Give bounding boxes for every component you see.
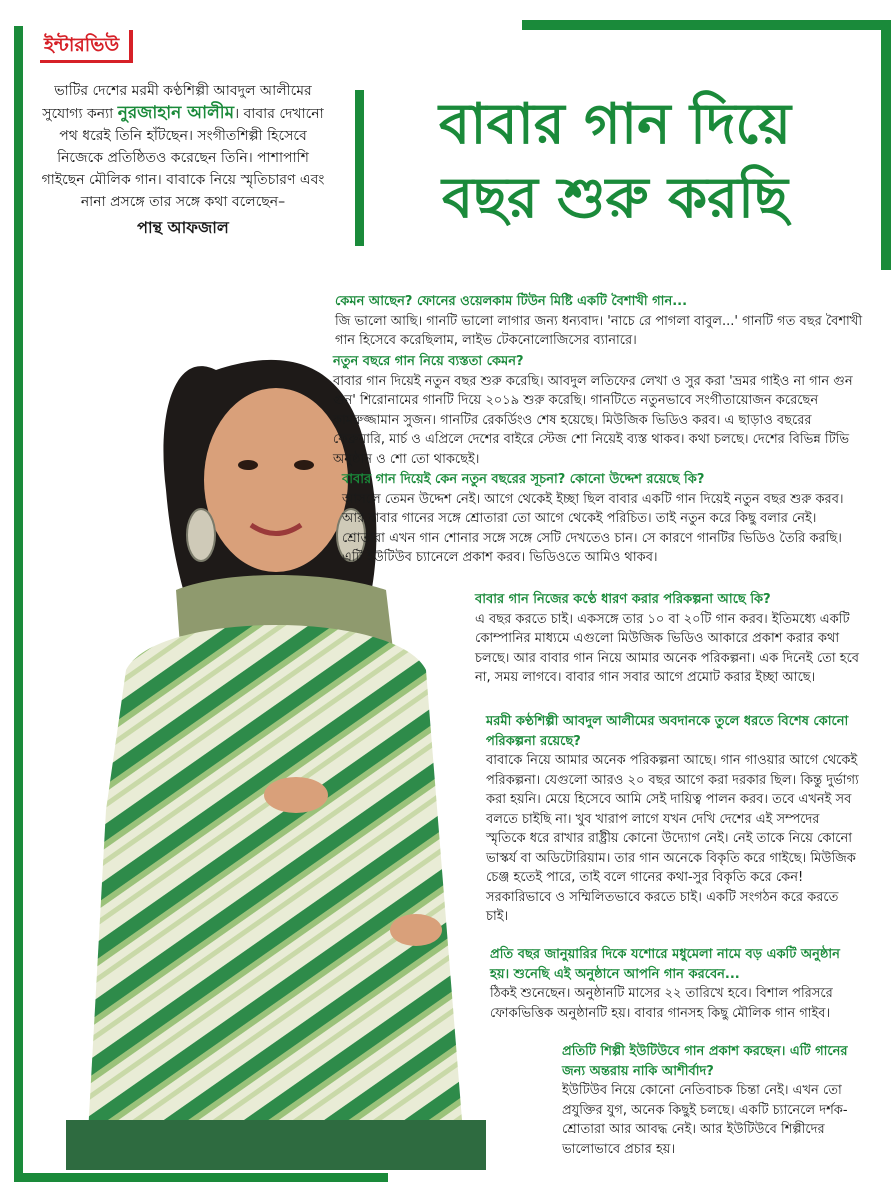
answer-3: আসলে তেমন উদ্দেশ নেই। আগে থেকেই ইচ্ছা ছিল বাবার একটি গান দিয়েই নতুন বছর শুরু করব। আর বাবার গানের সঙ্গে শ্রোতারা তো আগে থেকেই পরিচিত। তাই নতুন করে কিছু বলার নেই। শ্রোতারা এখন গান শোনার সঙ্গে সঙ্গে সেটি দেখতেও চান। সে কারণে গানটির ভিডিও তৈরি করছি। এটি ইউটিউব চ্যানেলে প্রকাশ করব। ভিডিওতে আমিও থাকব।: [342, 491, 844, 565]
answer-1: জি ভালো আছি। গানটি ভালো লাগার জন্য ধন্যবাদ। 'নাচে রে পাগলা বাবুল...' গানটি গত বছর বৈশাখী গান হিসেবে করেছিলাম, লাইভ টেকনোলোজিসের ব্যানারে।: [335, 313, 863, 348]
question-7: প্রতিটি শিল্পী ইউটিউবে গান প্রকাশ করছেন। এটি গানের জন্য অন্তরায় নাকি আশীর্বাদ?: [562, 1044, 848, 1079]
headline: [380, 88, 850, 236]
frame-top-border: [522, 20, 891, 30]
answer-4: এ বছর করতে চাই। একসঙ্গে তার ১০ বা ২০টি গান করব। ইতিমধ্যে একটি কোম্পানির মাধ্যমে এগুলো মিউজিক ভিডিও আকারে প্রকাশ করার কথা চলছে। আর বাবার গান নিয়ে আমার অনেক পরিকল্পনা। এক দিনেই তো হবে না, সময় লাগবে। বাবার গান সবার আগে প্রমোট করার ইচ্ছা আছে।: [475, 611, 860, 685]
question-3: বাবার গান দিয়েই কেন নতুন বছরের সূচনা? কোনো উদ্দেশ রয়েছে কি?: [342, 472, 705, 487]
answer-6: ঠিকই শুনেছেন। অনুষ্ঠানটি মাসের ২২ তারিখে হবে। বিশাল পরিসরে ফোকভিত্তিক অনুষ্ঠানটি হয়। বাবার গানসহ কিছু মৌলিক গান গাইব।: [490, 986, 833, 1021]
qa-block-2: [333, 352, 863, 469]
question-6: প্রতি বছর জানুয়ারির দিকে যশোরে মধুমেলা নামে বড় একটি অনুষ্ঠান হয়। শুনেছি এই অনুষ্ঠানে আপনি গান করবেন...: [490, 947, 840, 982]
question-5: মরমী কণ্ঠশিল্পী আবদুল আলীমের অবদানকে তুলে ধরতে বিশেষ কোনো পরিকল্পনা রয়েছে?: [486, 714, 849, 749]
frame-bottom-border: [14, 1173, 388, 1182]
frame-left-border: [14, 26, 23, 1182]
qa-block-1: [335, 292, 863, 351]
qa-block-3: [342, 470, 862, 568]
intro-text-after: । বাবার দেখানো পথ ধরেই তিনি হাঁটছেন। সংগীতশিল্পী হিসেবে নিজেকে প্রতিষ্ঠিতও করেছেন তিনি। পাশাপাশি গাইছেন মৌলিক গান। বাবাকে নিয়ে স্মৃতিচারণ এবং নানা প্রসঙ্গে তার সঙ্গে কথা বলেছেন–: [41, 106, 325, 210]
intro-paragraph: [38, 80, 328, 239]
question-4: বাবার গান নিজের কণ্ঠে ধারণ করার পরিকল্পনা আছে কি?: [475, 592, 771, 607]
qa-block-4: [475, 590, 862, 688]
intro-text-before: ভাটির দেশের মরমী কণ্ঠশিল্পী আবদুল আলীমের সুযোগ্য কন্যা: [42, 83, 312, 122]
intro-name: নুরজাহান আলীম: [117, 103, 235, 123]
frame-right-border: [881, 20, 891, 270]
section-tag: ইন্টারভিউ: [40, 30, 133, 63]
question-1: কেমন আছেন? ফোনের ওয়েলকাম টিউন মিষ্টি একটি বৈশাখী গান...: [335, 294, 688, 309]
headline-line-2: বছর শুরু করছি: [441, 166, 788, 231]
author-byline: পান্থ আফজাল: [137, 218, 229, 237]
answer-5: বাবাকে নিয়ে আমার অনেক পরিকল্পনা আছে। গান গাওয়ার আগে থেকেই পরিকল্পনা। যেগুলো আরও ২০ বছর আগে করা দরকার ছিল। কিন্তু দুর্ভাগ্য করা হয়নি। মেয়ে হিসেবে আমি সেই দায়িত্ব পালন করব। তবে এখনই সব বলতে চাইছি না। খুব খারাপ লাগে যখন দেখি দেশের এই সম্পদের স্মৃতিকে ধরে রাখার রাষ্ট্রীয় কোনো উদ্যোগ নেই। নেই তাকে নিয়ে কোনো ভাস্কর্য বা অডিটোরিয়াম। তার গান অনেকে বিকৃতি করে গাইছে। মিউজিক চেঞ্জ হতেই পারে, তাই বলে গানের কথা-সুর বিকৃতি করে কেন! সরকারিভাবে ও সম্মিলিতভাবে করতে চাই। একটি সংগঠন করে করতে চাই।: [486, 753, 859, 924]
qa-block-6: [490, 945, 862, 1023]
headline-accent-bar: [355, 90, 364, 246]
qa-block-7: [562, 1042, 862, 1159]
question-2: নতুন বছরে গান নিয়ে ব্যস্ততা কেমন?: [333, 354, 524, 369]
qa-block-5: [486, 712, 862, 927]
answer-2: বাবার গান দিয়েই নতুন বছর শুরু করেছি। আবদুল লতিফের লেখা ও সুর করা 'ভ্রমর গাইও না গান গুন গুন' শিরোনামের গানটি দিয়ে ২০১৯ শুরু করেছি। গানটিতে নতুনভাবে সংগীতায়োজন করেছেন কামরুজ্জামান সুজন। গানটির রেকর্ডিংও শেষ হয়েছে। মিউজিক ভিডিও করব। এ ছাড়াও বছরের ফেব্রুয়ারি, মার্চ ও এপ্রিলে দেশের বাইরে স্টেজ শো নিয়েই ব্যস্ত থাকব। কথা চলছে। দেশের বিভিন্ন টিভি অনুষ্ঠান ও শো তো থাকছেই।: [333, 373, 853, 467]
headline-line-1: বাবার গান দিয়ে: [439, 92, 791, 157]
answer-7: ইউটিউব নিয়ে কোনো নেতিবাচক চিন্তা নেই। এখন তো প্রযুক্তির যুগ, অনেক কিছুই চলছে। একটি চ্যানেলে দর্শক-শ্রোতারা আর আবদ্ধ নেই। আর ইউটিউবে শিল্পীদের ভালোভাবে প্রচার হয়।: [562, 1083, 848, 1157]
